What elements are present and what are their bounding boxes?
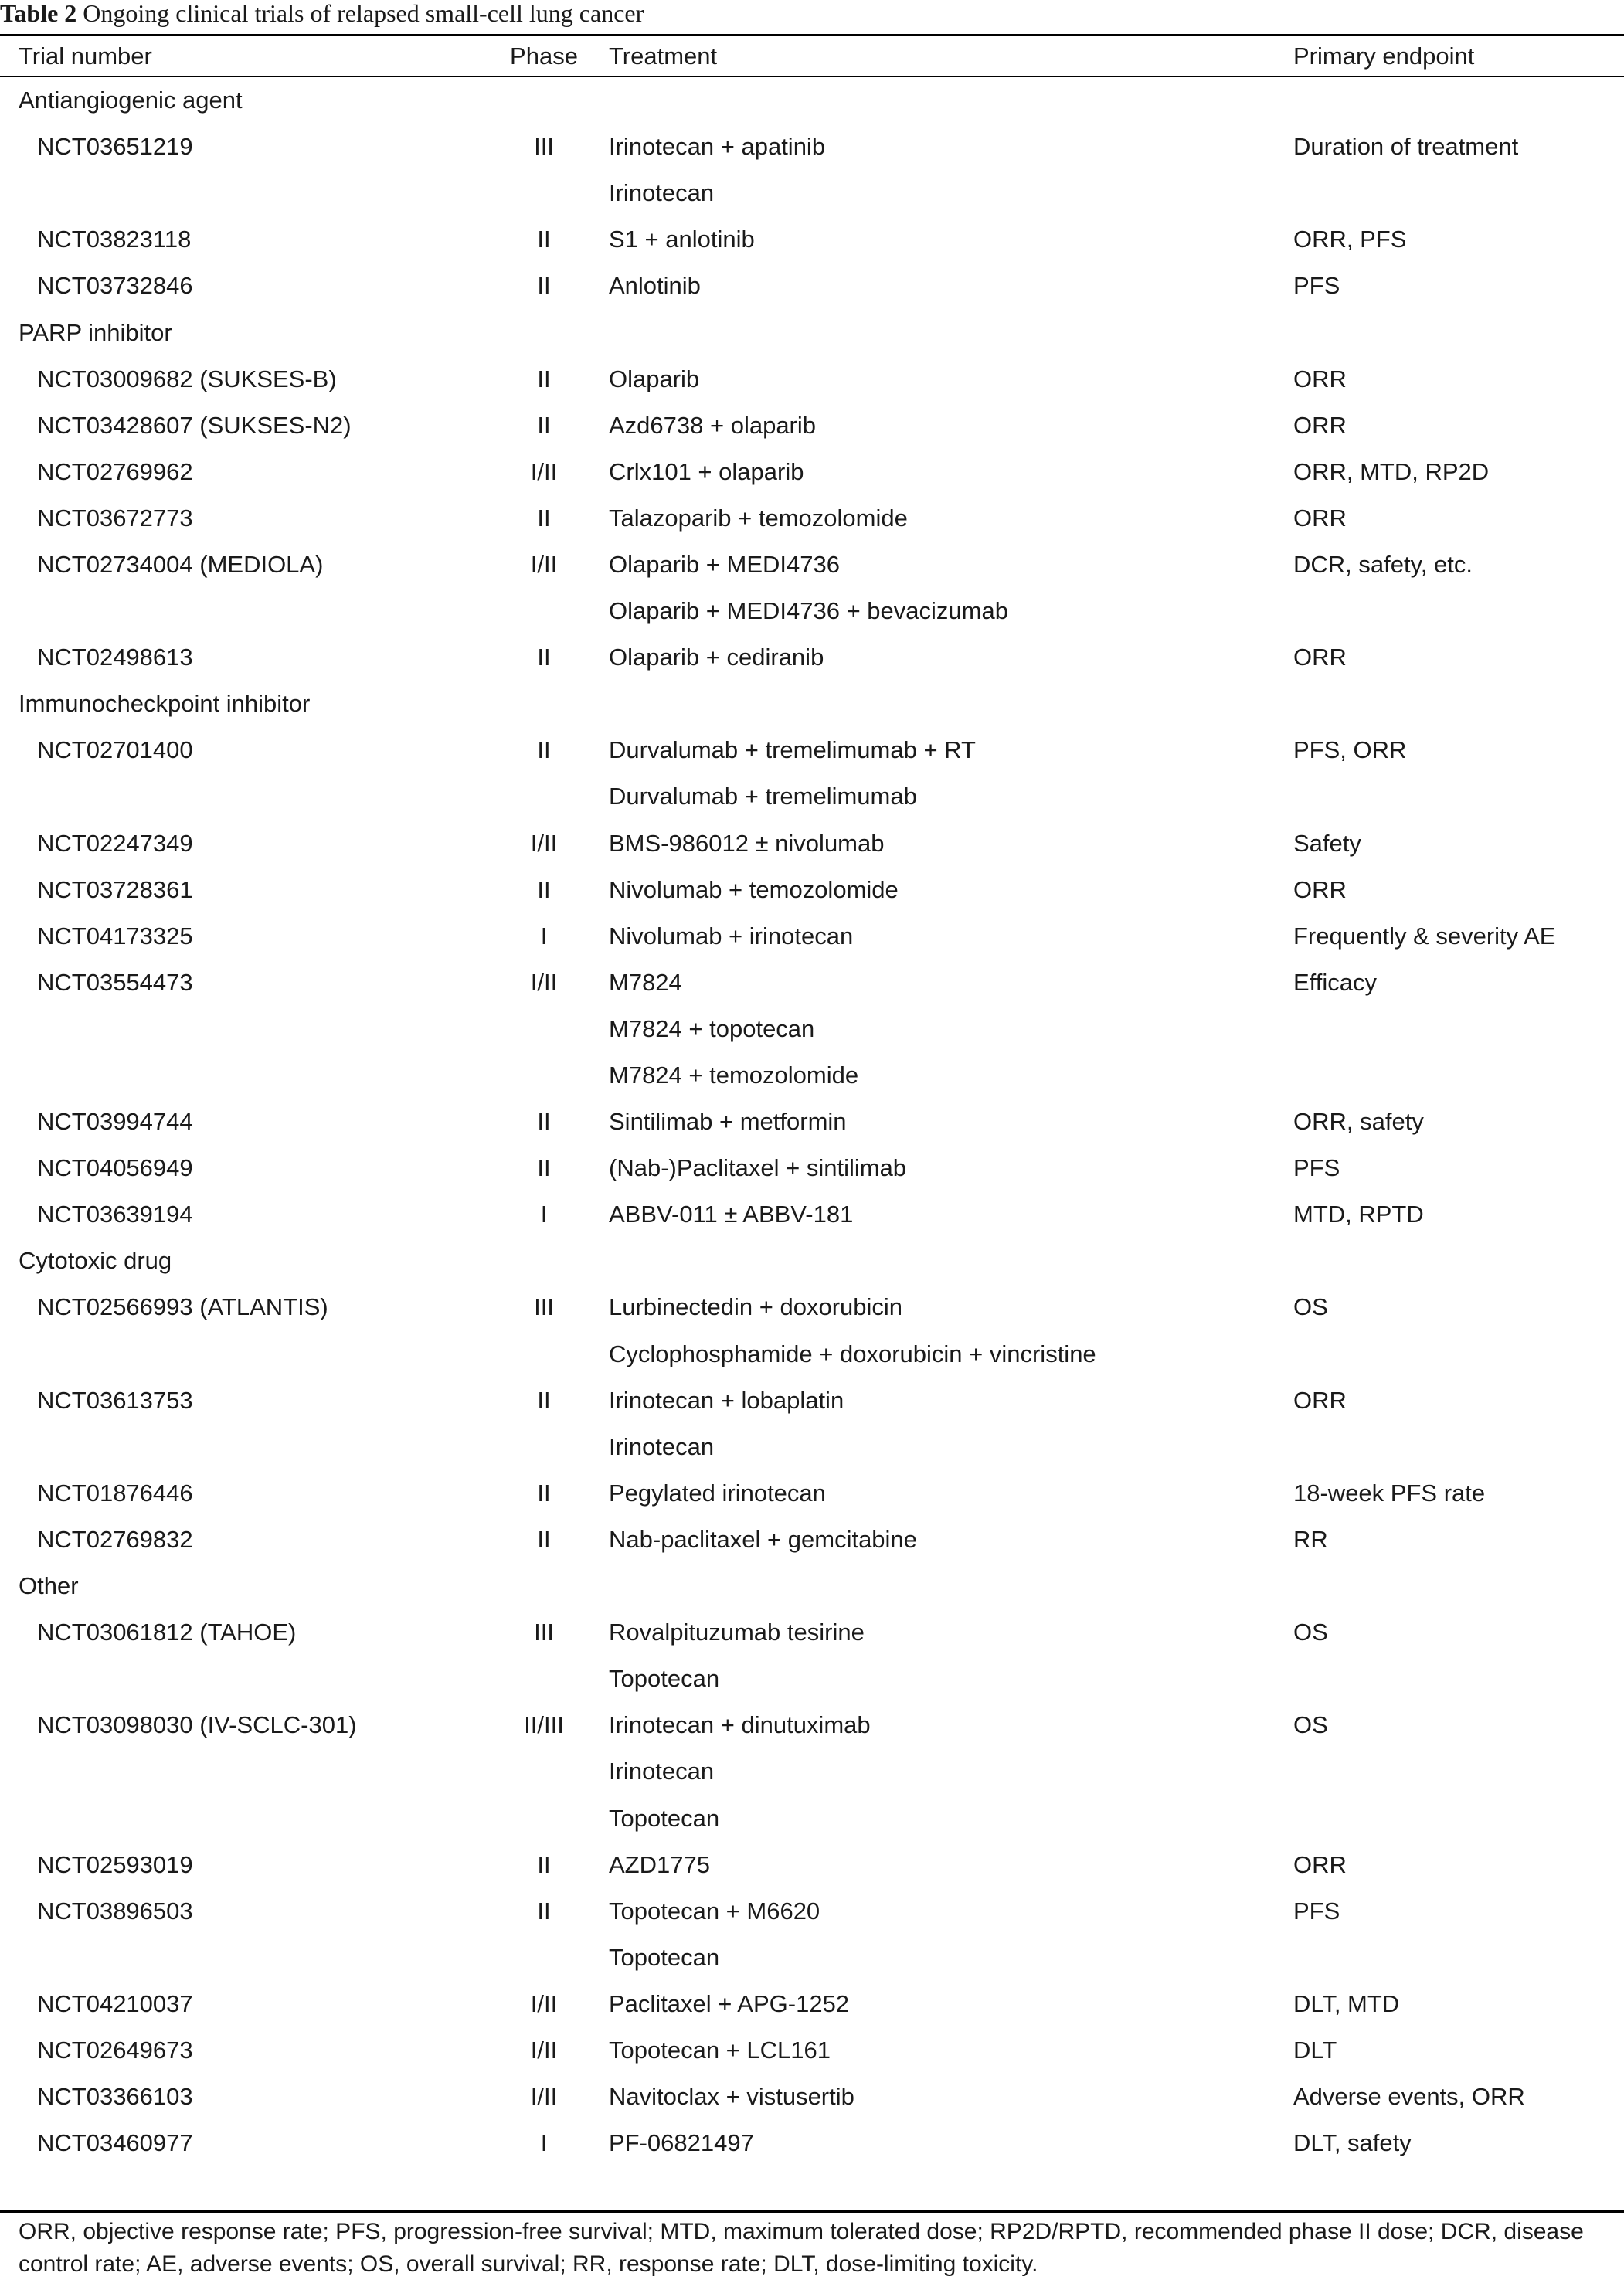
category-label: PARP inhibitor [19,318,172,346]
table-row [0,124,1624,170]
trial-number-cell: NCT03672773 [37,504,193,532]
endpoint-cell: ORR [1293,1386,1347,1414]
endpoint-cell [1292,170,1624,216]
endpoint-cell: ORR, MTD, RP2D [1293,457,1490,485]
treatment-cell: Pegylated irinotecan [609,1479,826,1507]
phase-cell: I/II [530,550,558,578]
table-row [0,1981,1624,2027]
endpoint-cell: Safety [1293,829,1361,857]
trial-number-cell [0,1424,482,1470]
trial-number-cell: NCT02566993 (ATLANTIS) [37,1293,328,1321]
endpoint-cell: PFS [1293,272,1340,300]
trial-number-cell: NCT02769832 [37,1525,193,1553]
treatment-cell: Paclitaxel + APG-1252 [609,1989,850,2017]
category-label: Immunocheckpoint inhibitor [19,690,311,718]
table-row [0,1842,1624,1888]
table-footnote: ORR, objective response rate; PFS, progression-free survival; MTD, maximum tolerated dose; RP2D/RPTD, recommended phase II dose; DCR, disease control rate; AE, adverse events; OS, overall survival; RR, response rate; DLT, dose-limiting toxicity. [19,2219,1584,2277]
trial-number-cell: NCT03728361 [37,875,193,903]
trial-number-cell: NCT01876446 [37,1479,193,1507]
treatment-cell: Talazoparib + temozolomide [609,504,908,532]
table-row [0,2074,1624,2120]
endpoint-cell: ORR [1293,411,1347,439]
treatment-cell: M7824 + temozolomide [609,1062,859,1089]
category-row [0,77,1624,124]
phase-cell: II [537,504,551,532]
phase-cell [482,773,606,820]
table-row [0,1006,1624,1052]
table-row [0,1656,1624,1702]
table-row [0,727,1624,773]
endpoint-cell: ORR, safety [1293,1108,1424,1136]
table-row [0,1748,1624,1795]
table-row [0,2027,1624,2074]
treatment-cell: Nivolumab + irinotecan [609,922,854,950]
treatment-cell: Durvalumab + tremelimumab + RT [609,736,976,764]
table-row [0,1052,1624,1099]
table-row [0,773,1624,820]
trial-number-cell [0,170,482,216]
trial-number-cell: NCT02734004 (MEDIOLA) [37,550,324,578]
table-row [0,960,1624,1006]
phase-cell [482,1935,606,1981]
treatment-cell: M7824 + topotecan [609,1014,815,1042]
phase-cell: III [534,1293,554,1321]
endpoint-cell [1292,1748,1624,1795]
phase-cell: II [537,1850,551,1878]
table-row [0,170,1624,216]
trial-number-cell: NCT03823118 [37,226,192,253]
header-primary-endpoint: Primary endpoint [1293,42,1475,70]
table-row [0,495,1624,542]
table-row [0,1470,1624,1517]
table-row [0,2120,1624,2166]
table-row [0,1702,1624,1748]
treatment-cell: S1 + anlotinib [609,226,755,253]
trial-number-cell: NCT04173325 [37,922,193,950]
trial-number-cell: NCT03613753 [37,1386,193,1414]
endpoint-cell: OS [1293,1619,1328,1646]
treatment-cell: Topotecan [609,1804,720,1832]
endpoint-cell: PFS [1293,1897,1340,1925]
table-row [0,1378,1624,1424]
treatment-cell: Crlx101 + olaparib [609,457,804,485]
trial-number-cell [0,1935,482,1981]
treatment-cell: BMS-986012 ± nivolumab [609,829,885,857]
trial-number-cell [0,1795,482,1841]
treatment-cell: PF-06821497 [609,2129,754,2157]
table-row [0,542,1624,588]
endpoint-cell [1292,1006,1624,1052]
table-row [0,1145,1624,1191]
trial-number-cell: NCT02769962 [37,457,193,485]
category-row [0,309,1624,355]
table-row [0,1191,1624,1238]
category-row [0,1238,1624,1284]
phase-cell: II [537,1525,551,1553]
treatment-cell: Nab-paclitaxel + gemcitabine [609,1525,917,1553]
phase-cell: II [537,1108,551,1136]
treatment-cell: (Nab-)Paclitaxel + sintilimab [609,1154,907,1182]
table-row [0,263,1624,309]
trial-number-cell: NCT03061812 (TAHOE) [37,1619,297,1646]
treatment-cell: Anlotinib [609,272,701,300]
treatment-cell: Nivolumab + temozolomide [609,875,899,903]
treatment-cell: M7824 [609,968,682,996]
endpoint-cell: DLT, safety [1293,2129,1412,2157]
endpoint-cell: ORR [1293,365,1347,392]
treatment-cell: Topotecan [609,1943,720,1971]
endpoint-cell: OS [1293,1293,1328,1321]
phase-cell: II [537,365,551,392]
phase-cell: II [537,1479,551,1507]
endpoint-cell: RR [1293,1525,1328,1553]
phase-cell: I/II [530,2083,558,2111]
table-title: Ongoing clinical trials of relapsed small-cell lung cancer [83,0,644,27]
header-trial-number: Trial number [19,42,152,70]
phase-cell: I [540,922,548,950]
endpoint-cell: Frequently & severity AE [1293,922,1556,950]
endpoint-cell [1292,1331,1624,1378]
treatment-cell: Irinotecan [609,179,715,207]
phase-cell: II [537,644,551,671]
table-row [0,1099,1624,1145]
phase-cell: I/II [530,2036,558,2064]
treatment-cell: Lurbinectedin + doxorubicin [609,1293,903,1321]
phase-cell: I [540,1201,548,1228]
table-row [0,1424,1624,1470]
trial-number-cell: NCT02498613 [37,644,193,671]
trial-number-cell: NCT03732846 [37,272,193,300]
table-row [0,216,1624,263]
endpoint-cell: ORR, PFS [1293,226,1407,253]
endpoint-cell [1292,1935,1624,1981]
treatment-cell: AZD1775 [609,1850,710,1878]
phase-cell: II/III [524,1711,564,1739]
table-caption [0,0,644,28]
table-row [0,449,1624,495]
trial-number-cell: NCT03554473 [37,968,193,996]
treatment-cell: Irinotecan + lobaplatin [609,1386,844,1414]
treatment-cell: Cyclophosphamide + doxorubicin + vincristine [609,1340,1096,1367]
endpoint-cell [1292,1424,1624,1470]
phase-cell: II [537,411,551,439]
trial-number-cell [0,1748,482,1795]
endpoint-cell: OS [1293,1711,1328,1739]
table-row [0,1517,1624,1563]
phase-cell: I/II [530,829,558,857]
endpoint-cell: DCR, safety, etc. [1293,550,1473,578]
trial-number-cell [0,1006,482,1052]
phase-cell [482,1006,606,1052]
treatment-cell: Irinotecan + apatinib [609,133,826,161]
endpoint-cell: DLT [1293,2036,1337,2064]
endpoint-cell [1292,773,1624,820]
category-row [0,1563,1624,1609]
trial-number-cell [0,588,482,634]
endpoint-cell: MTD, RPTD [1293,1201,1424,1228]
trials-table [0,36,1624,2166]
trial-number-cell [0,773,482,820]
treatment-cell: Olaparib + MEDI4736 [609,550,840,578]
phase-cell [482,1424,606,1470]
header-phase: Phase [510,42,578,70]
table-row [0,356,1624,403]
phase-cell: I/II [530,968,558,996]
treatment-cell: Sintilimab + metformin [609,1108,847,1136]
table-header [0,36,1624,77]
trial-number-cell: NCT03428607 (SUKSES-N2) [37,411,352,439]
phase-cell: II [537,1897,551,1925]
treatment-cell: Durvalumab + tremelimumab [609,783,917,810]
trial-number-cell [0,1052,482,1099]
table-row [0,1331,1624,1378]
trial-number-cell: NCT02701400 [37,736,193,764]
treatment-cell: Navitoclax + vistusertib [609,2083,854,2111]
trial-number-cell: NCT03639194 [37,1201,193,1228]
category-row [0,681,1624,727]
category-label: Other [19,1572,79,1600]
table-row [0,1795,1624,1841]
category-label: Cytotoxic drug [19,1247,172,1275]
trial-number-cell: NCT02649673 [37,2036,193,2064]
phase-cell: III [534,1619,554,1646]
table-body [0,77,1624,2166]
phase-cell: III [534,133,554,161]
table-row [0,1935,1624,1981]
phase-cell [482,1656,606,1702]
treatment-cell: ABBV-011 ± ABBV-181 [609,1201,854,1228]
treatment-cell: Irinotecan [609,1758,715,1785]
trial-number-cell: NCT02247349 [37,829,193,857]
table-label: Table 2 [0,0,77,27]
trial-number-cell: NCT04210037 [37,1989,193,2017]
table-row [0,634,1624,681]
endpoint-cell [1292,1795,1624,1841]
endpoint-cell [1292,1656,1624,1702]
treatment-cell: Olaparib + cediranib [609,644,824,671]
treatment-cell: Azd6738 + olaparib [609,411,817,439]
endpoint-cell [1292,588,1624,634]
treatment-cell: Topotecan + LCL161 [609,2036,831,2064]
phase-cell [482,1052,606,1099]
treatment-cell: Olaparib [609,365,700,392]
phase-cell: II [537,1154,551,1182]
phase-cell: II [537,272,551,300]
phase-cell: II [537,226,551,253]
phase-cell: I/II [530,457,558,485]
trial-number-cell: NCT03098030 (IV-SCLC-301) [37,1711,357,1739]
trial-number-cell: NCT03651219 [37,133,193,161]
trial-number-cell [0,1656,482,1702]
trial-number-cell: NCT03009682 (SUKSES-B) [37,365,337,392]
table-row [0,1284,1624,1330]
phase-cell [482,1331,606,1378]
endpoint-cell: ORR [1293,504,1347,532]
endpoint-cell [1292,1052,1624,1099]
endpoint-cell: PFS [1293,1154,1340,1182]
table-row [0,820,1624,867]
endpoint-cell: ORR [1293,875,1347,903]
phase-cell [482,170,606,216]
phase-cell [482,588,606,634]
treatment-cell: Olaparib + MEDI4736 + bevacizumab [609,597,1008,625]
phase-cell: II [537,736,551,764]
table-row [0,1609,1624,1656]
phase-cell [482,1748,606,1795]
treatment-cell: Rovalpituzumab tesirine [609,1619,865,1646]
phase-cell: II [537,1386,551,1414]
phase-cell [482,1795,606,1841]
table-row [0,403,1624,449]
endpoint-cell: PFS, ORR [1293,736,1407,764]
endpoint-cell: ORR [1293,1850,1347,1878]
table-row [0,1888,1624,1935]
trial-number-cell: NCT04056949 [37,1154,193,1182]
phase-cell: I/II [530,1989,558,2017]
table-row [0,867,1624,913]
endpoint-cell: ORR [1293,644,1347,671]
category-label: Antiangiogenic agent [19,87,243,114]
endpoint-cell: 18-week PFS rate [1293,1479,1486,1507]
treatment-cell: Irinotecan [609,1432,715,1460]
header-row [0,36,1624,77]
phase-cell: I [540,2129,548,2157]
trial-number-cell: NCT03994744 [37,1108,193,1136]
trial-number-cell: NCT02593019 [37,1850,193,1878]
endpoint-cell: DLT, MTD [1293,1989,1400,2017]
treatment-cell: Topotecan + M6620 [609,1897,820,1925]
trial-number-cell: NCT03896503 [37,1897,193,1925]
treatment-cell: Irinotecan + dinutuximab [609,1711,871,1739]
table-row [0,588,1624,634]
header-treatment: Treatment [609,42,718,70]
treatment-cell: Topotecan [609,1665,720,1693]
endpoint-cell: Duration of treatment [1293,133,1519,161]
trial-number-cell [0,1331,482,1378]
endpoint-cell: Adverse events, ORR [1293,2083,1525,2111]
phase-cell: II [537,875,551,903]
trial-number-cell: NCT03366103 [37,2083,193,2111]
endpoint-cell: Efficacy [1293,968,1377,996]
trial-number-cell: NCT03460977 [37,2129,193,2157]
footer-rule [0,2210,1624,2213]
table-row [0,913,1624,960]
